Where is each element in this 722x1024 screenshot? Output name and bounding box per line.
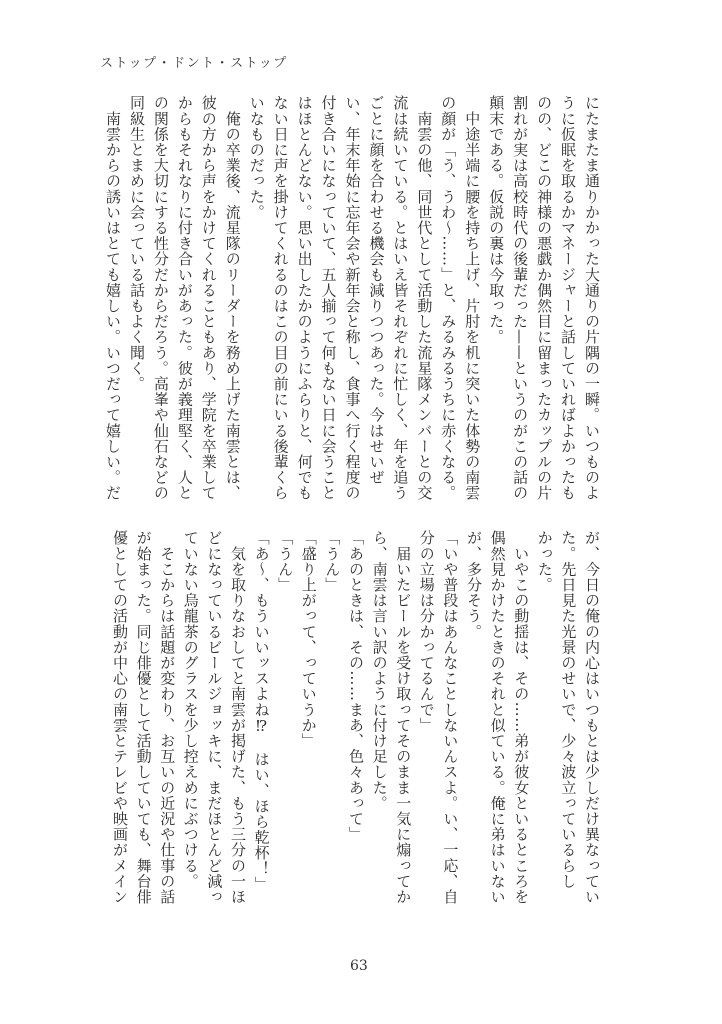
- text-column: 「うん」: [276, 530, 295, 593]
- text-column: 分の立場は分かってるんで」: [417, 530, 436, 733]
- text-column: 中途半端に腰を持ち上げ、片肘を机に突いた体勢の南雲: [463, 95, 482, 501]
- upper-text-block: [0, 95, 722, 505]
- text-column: の顔が「う、うわ〜……」と、みるみるうちに赤くなる。: [439, 95, 458, 501]
- text-column: 南雲からの誘いはとても嬉しい。いつだって嬉しい。だ: [104, 95, 122, 501]
- text-column: 「あのときは、その……まあ、色々あって」: [347, 530, 365, 842]
- text-column: ない日に声を掛けてくれるのはこの目の前にいる後輩くら: [271, 95, 290, 501]
- running-title: ストップ・ドント・ストップ: [100, 56, 288, 71]
- text-column: 優としての活動が中心の南雲とテレビや映画がメイン: [111, 530, 129, 905]
- text-column: 「いや普段はあんなことしないんスよ。い、一応、自: [441, 530, 460, 905]
- text-column: 流は続いている。とはいえ皆それぞれに忙しく、年を追う: [391, 95, 410, 501]
- text-column: 「あ〜、もういいッスよね⁉ はい、ほら乾杯！」: [252, 530, 271, 892]
- text-column: た。先日見た光景のせいで、少々波立っているらし: [559, 530, 578, 889]
- text-column: はほとんどない。思い出したかのようにふらりと、何でも: [295, 95, 314, 501]
- text-column: 偶然見かけたときのそれと似ている。俺に弟はいない: [488, 530, 507, 905]
- text-column: 付き合いになっていて、五人揃って何もない日に会うこと: [319, 95, 338, 501]
- text-column: ら、南雲は言い訳のように付け足した。: [370, 530, 389, 811]
- text-column: かった。: [535, 530, 554, 593]
- text-column: い、年末年始に忘年会や新年会と称し、食事へ行く程度の: [343, 95, 362, 501]
- text-column: 南雲の他、同世代として活動した流星隊メンバーとの交: [415, 95, 434, 501]
- text-column: うに仮眠を取るかマネージャーと話していればよかったも: [559, 95, 578, 501]
- text-column: のの、どこの神様の悪戯か偶然目に留まったカップルの片: [535, 95, 554, 501]
- text-column: の関係を大切にする性分だからだろう。高峯や仙石などの: [151, 95, 170, 501]
- text-column: が、多分そう。: [465, 530, 483, 640]
- text-column: 顛末である。仮説の裏は今取った。: [487, 95, 506, 345]
- text-column: 割れが実は高校時代の後輩だった——というのがこの話の: [511, 95, 530, 501]
- text-column: 俺の卒業後、流星隊のリーダーを務め上げた南雲とは、: [223, 95, 242, 501]
- text-column: そこからは話題が変わり、お互いの近況や仕事の話: [158, 530, 177, 905]
- text-column: からもそれなりに付き合いがあった。彼が義理堅く、人と: [175, 95, 194, 501]
- text-column: が、今日の俺の内心はいつもとは少しだけ異なってい: [583, 530, 601, 905]
- text-column: 彼の方から声をかけてくれることもあり、学院を卒業して: [199, 95, 218, 501]
- text-column: にたまたま通りかかった大通りの片隅の一瞬。いつものよ: [583, 95, 601, 501]
- page-number: 63: [350, 958, 368, 974]
- text-column: 届いたビールを受け取ってそのまま一気に煽ってか: [394, 530, 413, 905]
- text-column: いやこの動揺は、その……弟が彼女といるところを: [512, 530, 531, 905]
- text-column: 同級生とまめに会っている話もよく聞く。: [127, 95, 146, 392]
- lower-text-block: [0, 530, 722, 920]
- text-column: 「盛り上がって、っていうか」: [299, 530, 318, 749]
- text-column: ごとに顔を合わせる機会も減りつつあった。今はせいぜ: [367, 95, 386, 485]
- text-column: ていない烏龍茶のグラスを少し控えめにぶつける。: [181, 530, 200, 889]
- text-column: どになっているビールジョッキに、まだほとんど減っ: [205, 530, 224, 905]
- text-column: いなものだった。: [247, 95, 266, 220]
- text-column: 「うん」: [323, 530, 342, 593]
- text-column: 気を取りなおしてと南雲が掲げた、もう三分の一ほ: [229, 530, 247, 905]
- text-column: が始まった。同じ俳優として活動していても、舞台俳: [134, 530, 153, 905]
